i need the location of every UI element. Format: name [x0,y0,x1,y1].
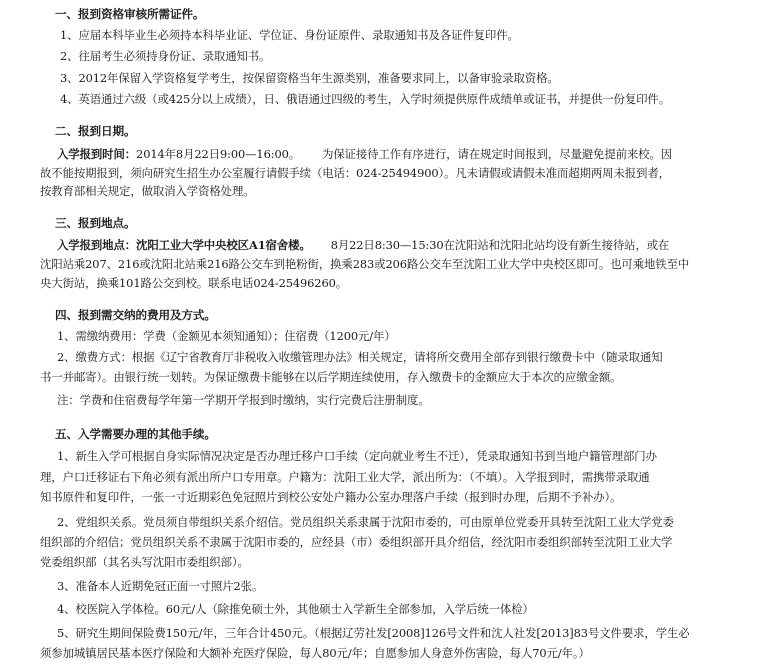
s2-line-1 [57,147,672,161]
s2-line-2: 故不能按期报到，须向研究生招生办公室履行请假手续（电话：024-25494900）。凡未请假或请假未准而超期两周未报到者， [40,166,670,180]
s5-item-2-line-3: 党委组织部（其名头写沈阳市委组织部）。 [40,555,249,569]
s5-item-5-line-2: 须参加城镇居民基本医疗保险和大额补充医疗保险，每人80元/年；自愿参加人身意外伤害险，每人70元/年。） [40,646,590,660]
s3-place: 沈阳工业大学中央校区A1宿舍楼。 [136,238,311,252]
s5-item-1-line-2: 理，户口迁移证右下角必须有派出所户口专用章。户籍为：沈阳工业大学，派出所为：（不填）。入学报到时，需携带录取通 [40,470,650,484]
s2-line-3: 按教育部相关规定，做取消入学资格处理。 [40,184,255,198]
s5-item-2-line-1: 2、党组织关系。党员须自带组织关系介绍信。党员组织关系隶属于沈阳市委的，可由原单位党委开具转至沈阳工业大学党委 [57,515,674,529]
s1-item-3: 3、2012年保留入学资格复学考生，按保留资格当年生源类别，准备要求同上，以备审验录取资格。 [60,71,559,85]
s3-line-2: 沈阳站乘207、216或沈阳北站乘216路公交车到艳粉街，换乘283或206路公交车至沈阳工业大学中央校区即可。也可乘地铁至中 [40,257,690,271]
s2-label: 入学报到时间： [57,147,137,161]
s2-text-1: 为保证接待工作有序进行，请在规定时间报到，尽量避免提前来校。因 [322,147,673,161]
s4-fees: 1、需缴纳费用：学费（金额见本须知通知）；住宿费（1200元/年） [57,329,396,343]
s3-line-3: 央大街站，换乘101路公交到校。联系电话024-25496260。 [40,276,348,290]
s4-pay-line-2: 书一并邮寄）。由银行统一划转。为保证缴费卡能够在以后学期连续使用，存入缴费卡的金额应大于本次的应缴金额。 [40,370,622,384]
s5-item-1-line-3: 知书原件和复印件，一张一寸近期彩色免冠照片到校公安处户籍办公室办理落户手续（报到时办理，后期不予补办）。 [40,490,622,504]
s4-note: 注：学费和住宿费每学年第一学期开学报到时缴纳，实行完费后注册制度。 [57,393,430,407]
section-1-heading: 一、报到资格审核所需证件。 [55,7,205,21]
section-4-heading: 四、报到需交纳的费用及方式。 [55,308,216,322]
s1-item-4: 4、英语通过六级（或425分以上成绩），日、俄语通过四级的考生，入学时须提供原件成绩单或证书，并提供一份复印件。 [60,92,671,106]
s4-pay-line-1: 2、缴费方式：根据《辽宁省教育厅非税收入收缴管理办法》相关规定，请将所交费用全部存到银行缴费卡中（随录取通知 [57,350,663,364]
s1-item-2: 2、往届考生必须持身份证、录取通知书。 [60,49,271,63]
s5-item-5-line-1: 5、研究生期间保险费150元/年，三年合计450元。（根据辽劳社发[2008]126号文件和沈人社发[2013]83号文件要求，学生必 [57,626,690,640]
section-3-heading: 三、报到地点。 [55,216,136,230]
s2-time: 2014年8月22日9:00—16:00。 [136,147,301,161]
s5-item-1-line-1: 1、新生入学可根据自身实际情况决定是否办理迁移户口手续（定向就业考生不迁），凭录取通知书到当地户籍管理部门办 [57,449,657,463]
s3-label: 入学报到地点： [57,238,137,252]
section-5-heading: 五、入学需要办理的其他手续。 [55,427,216,441]
s3-text-1: 8月22日8:30—15:30在沈阳站和沈阳北站均设有新生接待站，或在 [330,238,670,252]
s5-item-4: 4、校医院入学体检。60元/人（除推免硕士外，其他硕士入学新生全部参加，入学后统一体检） [57,602,534,616]
s5-item-2-line-2: 组织部的介绍信；党员组织关系不隶属于沈阳市委的，应经县（市）委组织部开具介绍信，经沈阳市委组织部转至沈阳工业大学 [40,535,673,549]
section-2-heading: 二、报到日期。 [55,124,136,138]
s3-line-1 [57,238,669,252]
s5-item-3: 3、准备本人近期免冠正面一寸照片2张。 [57,579,264,593]
s1-item-1: 1、应届本科毕业生必须持本科毕业证、学位证、身份证原件、录取通知书及各证件复印件。 [60,28,519,42]
